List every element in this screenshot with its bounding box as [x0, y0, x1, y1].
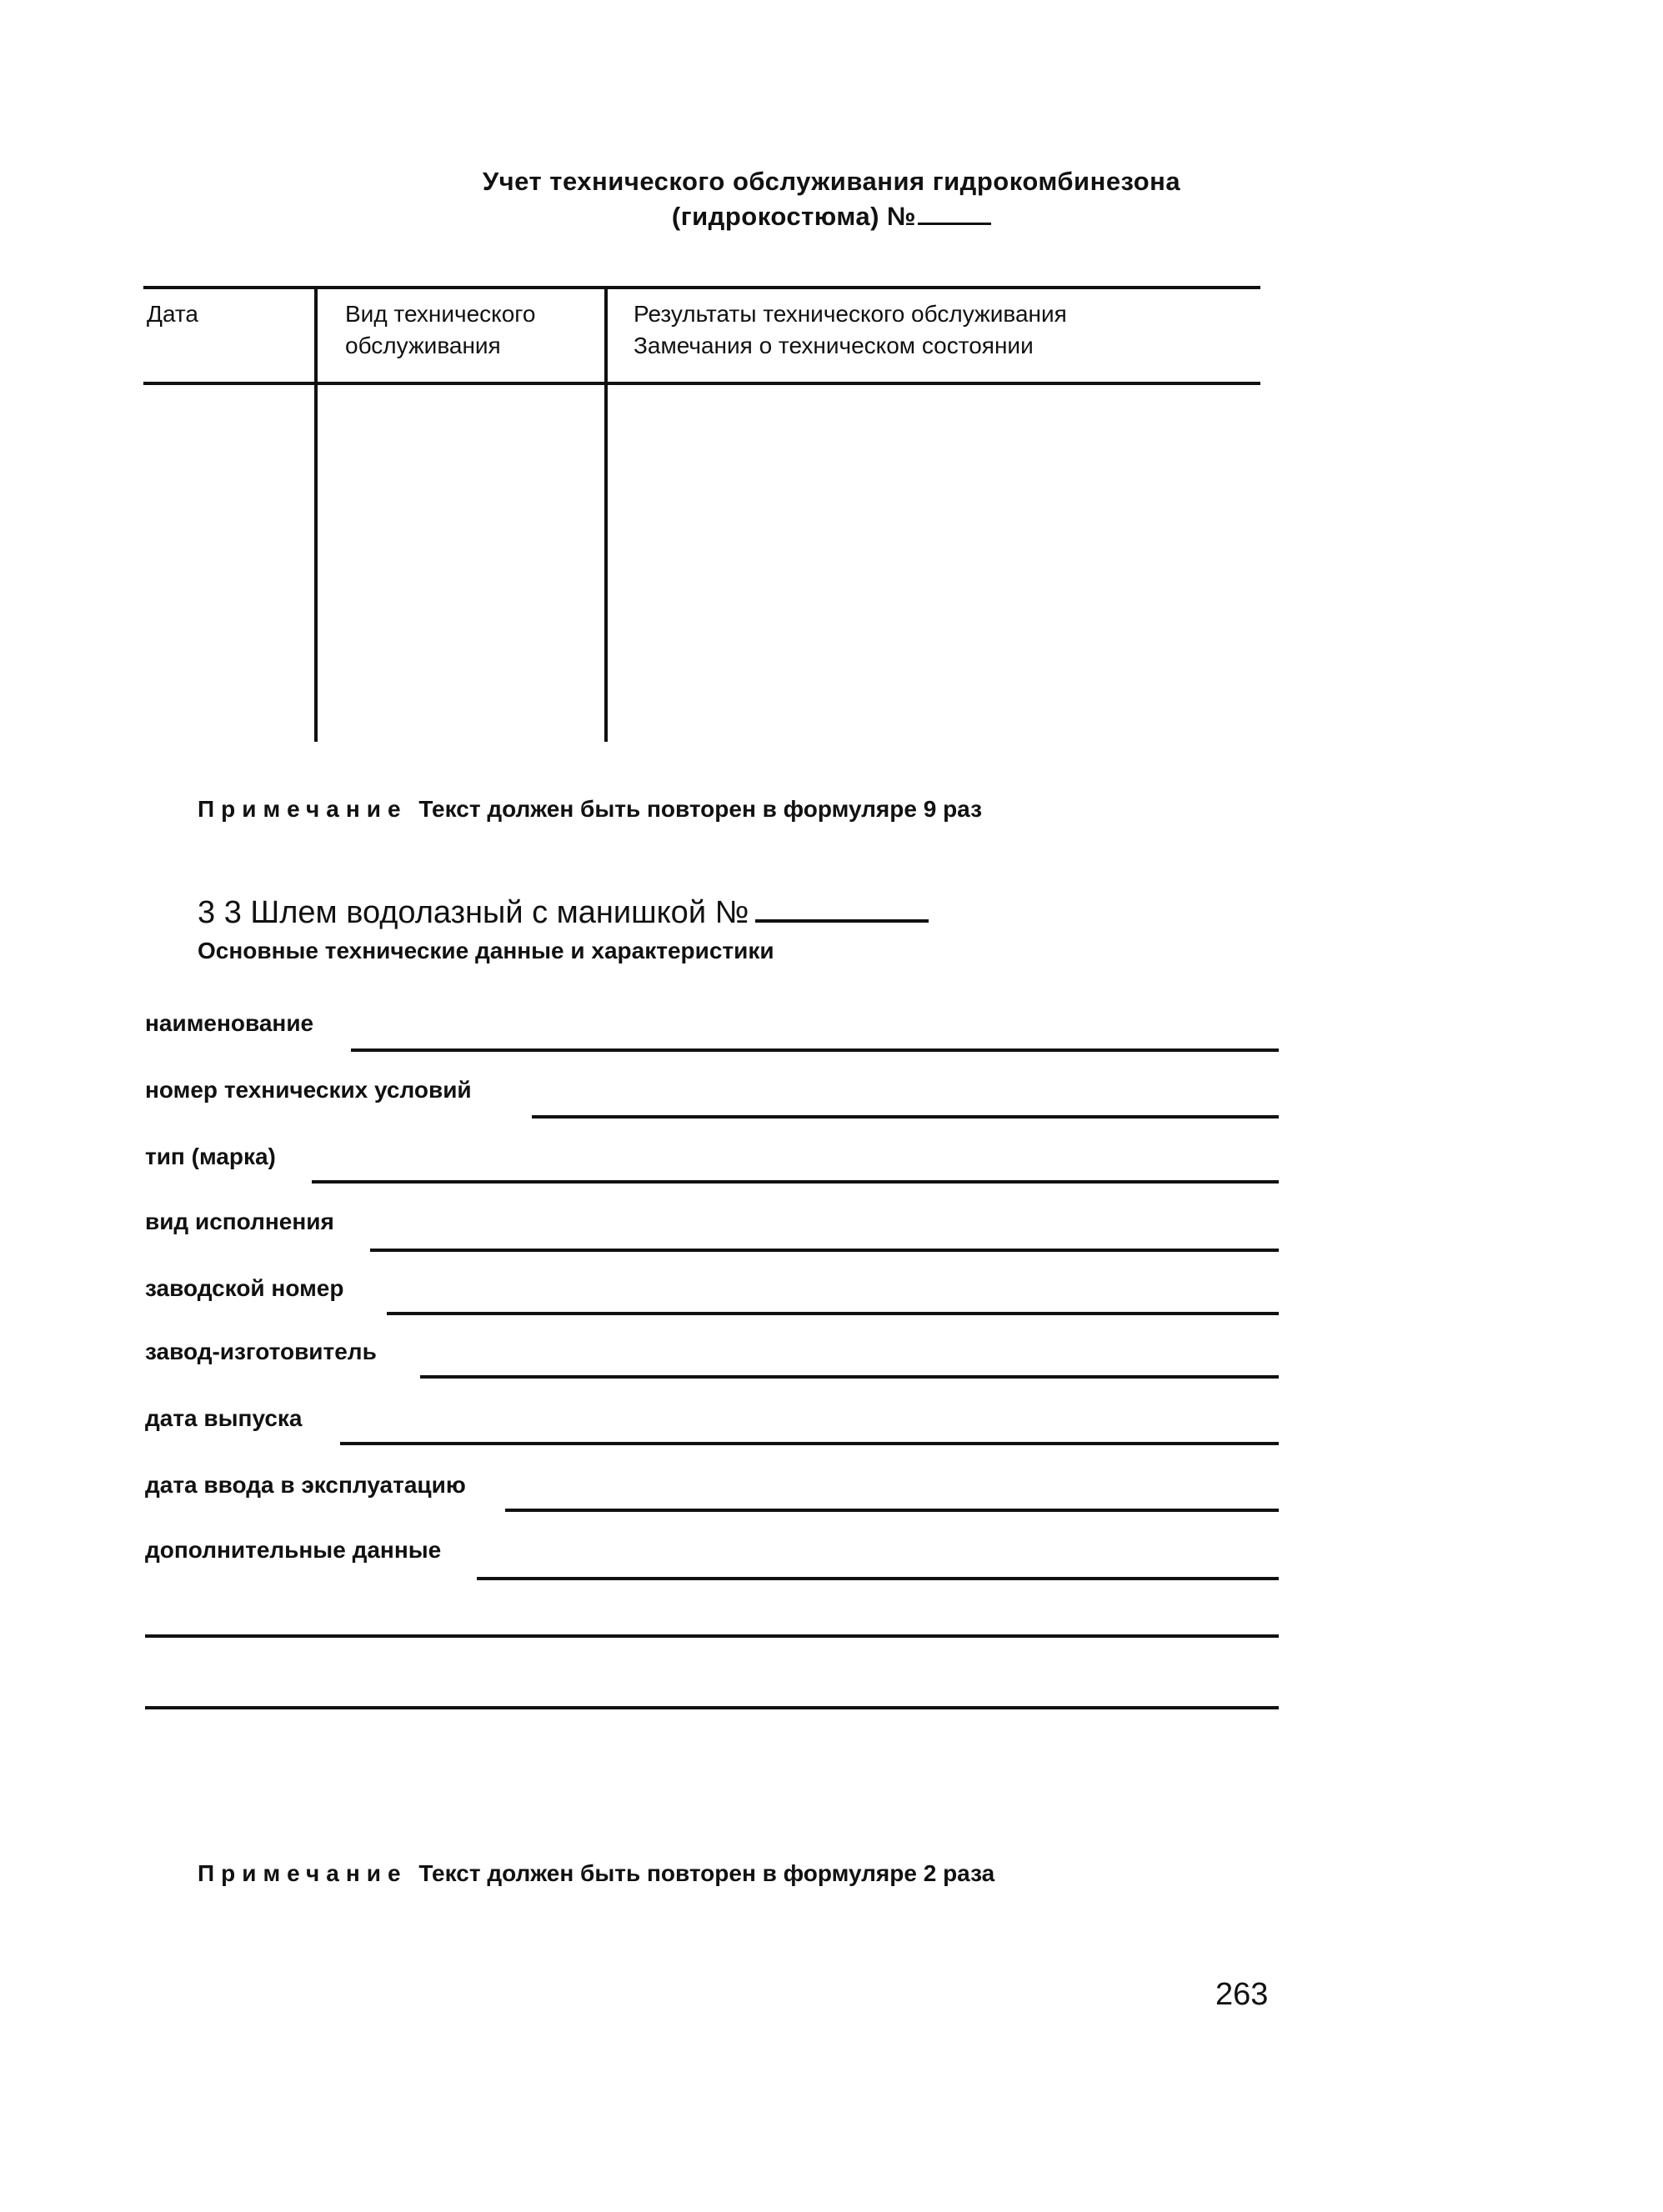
page-number: 263	[1215, 1977, 1269, 2012]
helmet-number-field[interactable]	[755, 901, 929, 923]
field-manufacturer	[145, 1339, 1279, 1372]
note-1-label: Примечание	[198, 796, 408, 822]
page-title-line-2	[0, 202, 1663, 232]
table-header-rule	[143, 382, 1260, 385]
field-release-date-input-line[interactable]	[340, 1442, 1279, 1445]
additional-data-line-2[interactable]	[145, 1634, 1279, 1638]
page-title	[0, 167, 1663, 197]
table-header-service-type	[345, 298, 535, 362]
field-manufacturer-label: завод-изготовитель	[145, 1339, 377, 1364]
field-release-date-label: дата выпуска	[145, 1405, 303, 1431]
maintenance-table	[143, 286, 1260, 742]
section-title-text: 3 3 Шлем водолазный с манишкой №	[198, 895, 749, 930]
note-2-text: Текст должен быть повторен в формуляре 2 раза	[418, 1860, 995, 1886]
table-col-divider-1	[314, 286, 318, 742]
field-name	[145, 1010, 1279, 1043]
table-top-rule	[143, 286, 1260, 289]
field-spec-number-label: номер технических условий	[145, 1077, 472, 1103]
field-serial-number-input-line[interactable]	[387, 1312, 1279, 1315]
field-type-input-line[interactable]	[312, 1180, 1279, 1184]
field-manufacturer-input-line[interactable]	[420, 1375, 1279, 1379]
field-commissioning-date-label: дата ввода в эксплуатацию	[145, 1472, 466, 1498]
field-name-label: наименование	[145, 1010, 314, 1036]
field-execution-label: вид исполнения	[145, 1209, 334, 1234]
table-header-results	[634, 298, 1067, 362]
section-subtitle: Основные технические данные и характеристики	[198, 938, 774, 963]
note-2-label: Примечание	[198, 1860, 408, 1886]
field-name-input-line[interactable]	[351, 1048, 1279, 1052]
field-execution	[145, 1209, 1279, 1242]
field-execution-input-line[interactable]	[370, 1249, 1279, 1252]
field-additional-data-label: дополнительные данные	[145, 1537, 442, 1563]
title-line-1: Учет технического обслуживания гидрокомбинезона	[482, 167, 1181, 196]
additional-data-line-3[interactable]	[145, 1706, 1279, 1709]
field-serial-number-label: заводской номер	[145, 1275, 344, 1301]
service-type-line-2: обслуживания	[345, 333, 501, 358]
note-1	[198, 796, 982, 823]
field-commissioning-date-input-line[interactable]	[505, 1509, 1279, 1512]
table-body-cell-results[interactable]	[609, 386, 1260, 742]
results-line-1: Результаты технического обслуживания	[634, 301, 1067, 327]
results-line-2: Замечания о техническом состоянии	[634, 333, 1034, 358]
field-additional-data	[145, 1537, 1279, 1570]
title-line-2: (гидрокостюма) №	[671, 202, 917, 231]
table-header-date: Дата	[147, 301, 199, 327]
note-1-text: Текст должен быть повторен в формуляре 9 раз	[418, 796, 983, 822]
field-type-label: тип (марка)	[145, 1144, 276, 1169]
table-body-cell-date[interactable]	[143, 386, 313, 742]
field-release-date	[145, 1405, 1279, 1439]
table-col-divider-2	[604, 286, 608, 742]
field-additional-data-input-line[interactable]	[477, 1577, 1279, 1580]
suit-number-field[interactable]	[918, 206, 991, 225]
field-spec-number-input-line[interactable]	[532, 1115, 1279, 1119]
field-commissioning-date	[145, 1472, 1279, 1505]
field-type	[145, 1144, 1279, 1177]
service-type-line-1: Вид технического	[345, 301, 536, 327]
table-body-cell-service-type[interactable]	[318, 386, 604, 742]
note-2	[198, 1860, 994, 1887]
section-title	[198, 895, 929, 931]
field-spec-number	[145, 1077, 1279, 1110]
field-serial-number	[145, 1275, 1279, 1309]
